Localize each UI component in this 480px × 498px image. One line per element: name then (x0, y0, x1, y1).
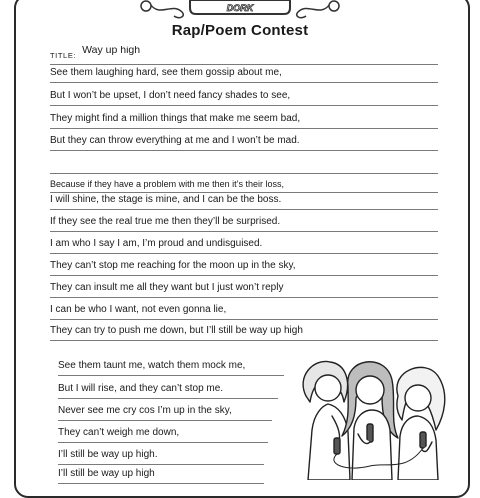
poem-line: Never see me cry cos I’m up in the sky, (58, 402, 272, 421)
poem-line: I’ll still be way up high. (58, 446, 264, 465)
logo-dot-right (329, 1, 339, 11)
logo-swirl-right (297, 4, 330, 18)
title-line (50, 46, 438, 65)
poem-line: If they see the real true me then they’ll be surprised. (50, 213, 438, 232)
logo-dot-left (141, 1, 151, 11)
poem-line: They might find a million things that make me seem bad, (50, 110, 438, 129)
left-girl-face (315, 375, 341, 401)
right-girl-body (398, 416, 438, 480)
poem-line: See them laughing hard, see them gossip about me, (50, 64, 438, 83)
poem-line: But I won’t be upset, I don’t need fancy shades to see, (50, 87, 438, 106)
left-girl-body (308, 404, 350, 480)
poem-line: I am who I say I am, I’m proud and undisguised. (50, 235, 438, 254)
poem-title: Way up high (82, 46, 141, 56)
left-microphone (334, 438, 340, 454)
poem-line: But they can throw everything at me and I won’t be mad. (50, 132, 438, 151)
poem-line: They can’t stop me reaching for the moon up in the sky, (50, 257, 438, 276)
singers-illustration (286, 346, 458, 480)
poem-line: I can be who I want, not even gonna lie, (50, 301, 438, 320)
poem-line: I will shine, the stage is mine, and I can be the boss. (50, 191, 438, 210)
middle-girl-body (352, 410, 392, 480)
right-girl-face (405, 385, 431, 411)
right-microphone (420, 432, 426, 448)
logo-banner (0, 0, 480, 22)
poem-line: But I will rise, and they can’t stop me. (58, 380, 278, 399)
poem-line: They can’t weigh me down, (58, 424, 268, 443)
middle-girl-face (356, 376, 384, 404)
poem-line: I’ll still be way up high (58, 465, 264, 484)
poem-line: They can try to push me down, but I’ll still be way up high (50, 322, 438, 341)
logo-swirl-left (150, 4, 183, 18)
poem-line: They can insult me all they want but I just won’t reply (50, 279, 438, 298)
poem-line: Because if they have a problem with me then it’s their loss, (50, 176, 438, 193)
title-label: TITLE: (50, 51, 77, 60)
poem-line: See them taunt me, watch them mock me, (58, 357, 284, 376)
blank-line (50, 155, 438, 174)
logo-text: DORK (226, 3, 254, 13)
middle-microphone (367, 424, 373, 442)
page-title: Rap/Poem Contest (171, 22, 309, 39)
